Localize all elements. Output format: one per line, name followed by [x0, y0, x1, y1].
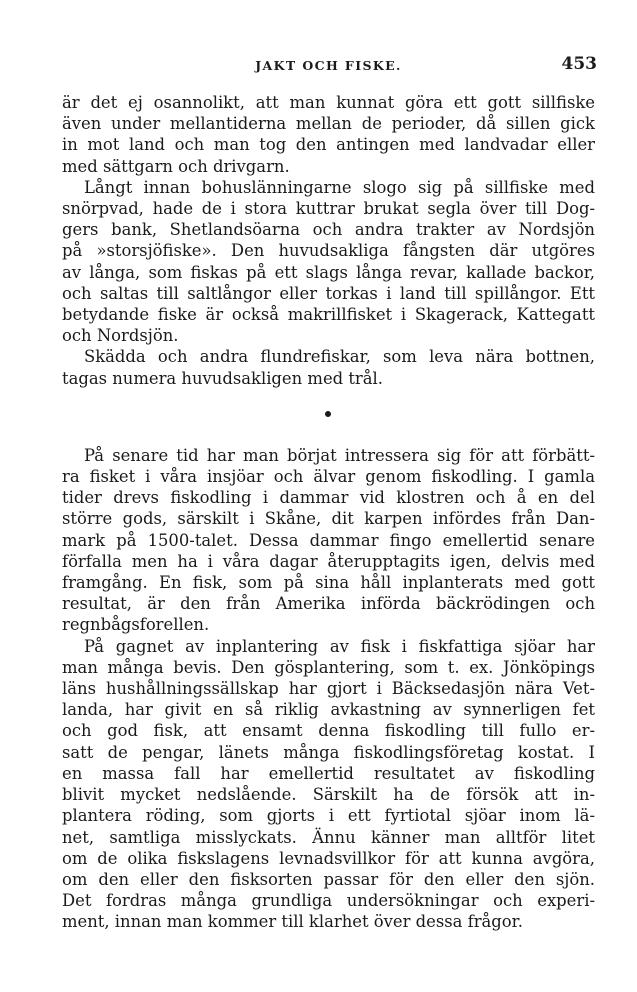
separator-dot — [325, 411, 331, 417]
text-line: regnbågsforellen. — [62, 615, 210, 635]
text-line: landa, har givit en så riklig avkastning av synnerligen fet — [62, 700, 595, 720]
text-line: även under mellantiderna mellan de perioder, då sillen gick — [62, 114, 595, 134]
paragraph — [62, 177, 595, 347]
text-line: mark på 1500-talet. Dessa dammar fingo emellertid senare — [62, 530, 595, 550]
text-line: Skädda och andra flundrefiskar, som leva nära bottnen, — [84, 347, 595, 367]
text-line: ra fisket i våra insjöar och älvar genom fiskodling. I gamla — [62, 467, 595, 487]
text-line: på »storsjöfiske». Den huvudsakliga fångsten där utgöres — [62, 241, 595, 261]
body-text — [62, 92, 595, 933]
text-line: På gagnet av inplantering av fisk i fiskfattiga sjöar har — [84, 636, 595, 656]
text-line: På senare tid har man börjat intressera sig för att förbätt- — [84, 445, 595, 465]
running-head — [62, 54, 595, 80]
text-line: in mot land och man tog den antingen med landvadar eller — [62, 135, 595, 155]
text-line: om de olika fiskslagens levnadsvillkor för att kunna avgöra, — [62, 848, 595, 868]
paragraph — [62, 346, 595, 388]
text-line: av långa, som fiskas på ett slags långa revar, kallade backor, — [62, 262, 595, 282]
text-line: större gods, särskilt i Skåne, dit karpen infördes från Dan- — [62, 509, 595, 529]
text-line: Det fordras många grundliga undersökningar och experi- — [62, 891, 595, 911]
text-line: och saltas till saltlångor eller torkas i land till spillångor. Ett — [62, 283, 595, 303]
text-line: betydande fiske är också makrillfisket i Skagerack, Kattegatt — [62, 305, 595, 325]
page-number: 453 — [561, 54, 597, 74]
paragraph — [62, 445, 595, 636]
paragraph — [62, 92, 595, 177]
text-line: snörpvad, hade de i stora kuttrar brukat segla över till Dog- — [62, 199, 595, 219]
text-line: och Nordsjön. — [62, 326, 179, 346]
text-line: med sättgarn och drivgarn. — [62, 156, 290, 176]
running-title: JAKT OCH FISKE. — [255, 58, 402, 73]
text-line: framgång. En fisk, som på sina håll inplanterats med gott — [62, 573, 595, 593]
text-line: gers bank, Shetlandsöarna och andra trakter av Nordsjön — [62, 220, 595, 240]
paragraph — [62, 636, 595, 933]
text-line: Långt innan bohuslänningarne slogo sig på sillfiske med — [84, 177, 595, 197]
text-line: tider drevs fiskodling i dammar vid klostren och å en del — [62, 488, 595, 508]
text-line: läns hushållningssällskap har gjort i Bäcksedasjön nära Vet- — [62, 679, 595, 699]
text-line: om den eller den fisksorten passar för den eller den sjön. — [62, 869, 595, 889]
book-page — [62, 54, 595, 933]
text-line: och god fisk, att ensamt denna fiskodling till fullo er- — [62, 721, 595, 741]
text-line: man många bevis. Den gösplantering, som t. ex. Jönköpings — [62, 657, 595, 677]
text-line: är det ej osannolikt, att man kunnat göra ett gott sillfiske — [62, 93, 595, 112]
text-line: ment, innan man kommer till klarhet över dessa frågor. — [62, 912, 523, 932]
text-line: en massa fall har emellertid resultatet av fiskodling — [62, 763, 595, 783]
text-line: net, samtliga misslyckats. Ännu känner man alltför litet — [62, 827, 595, 847]
text-line: förfalla men ha i våra dagar återupptagits igen, delvis med — [62, 551, 595, 571]
text-line: resultat, är den från Amerika införda bäckrödingen och — [62, 594, 595, 614]
text-line: blivit mycket nedslående. Särskilt ha de försök att in- — [62, 785, 595, 805]
section-separator — [62, 397, 595, 437]
text-line: plantera röding, som gjorts i ett fyrtiotal sjöar inom lä- — [62, 806, 595, 826]
text-line: satt de pengar, länets många fiskodlingsföretag kostat. I — [62, 742, 595, 762]
text-line: tagas numera huvudsakligen med trål. — [62, 368, 383, 388]
